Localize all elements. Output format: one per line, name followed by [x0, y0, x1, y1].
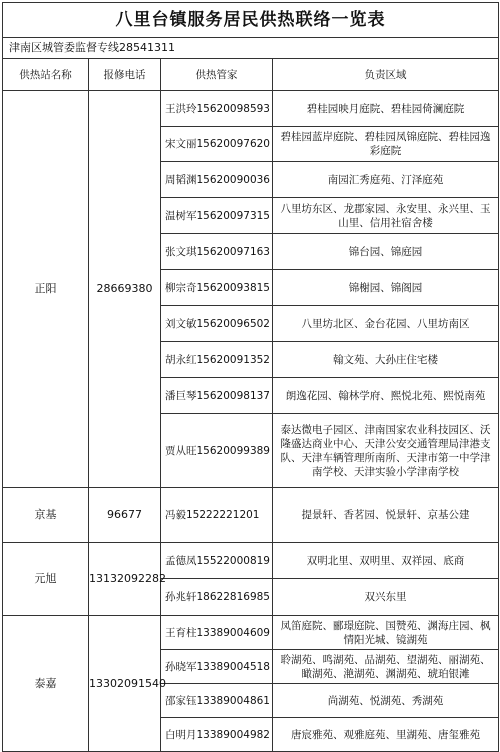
heating-manager: 贾从旺15620099389 [161, 414, 273, 488]
header-area: 负责区域 [273, 59, 499, 91]
heating-manager: 温树军15620097315 [161, 198, 273, 234]
service-area: 南园汇秀庭苑、汀泽庭苑 [273, 162, 499, 198]
header-row [3, 59, 499, 91]
heating-manager: 潘巨琴15620098137 [161, 378, 273, 414]
heating-manager: 张文琪15620097163 [161, 234, 273, 270]
service-area: 唐宸雅苑、观雅庭苑、里湖苑、唐玺雅苑 [273, 718, 499, 752]
heating-contact-sheet [2, 2, 498, 752]
heating-manager: 刘文敏15620096502 [161, 306, 273, 342]
repair-phone: 13132092282 [89, 543, 161, 616]
header-phone: 报修电话 [89, 59, 161, 91]
service-area: 提景轩、香茗园、悦景轩、京基公建 [273, 488, 499, 543]
table-row [3, 543, 499, 579]
table-row [3, 488, 499, 543]
service-area: 聆湖苑、鸣湖苑、品湖苑、望湖苑、丽湖苑、瞰湖苑、滟湖苑、渊湖苑、琥珀银滩 [273, 650, 499, 684]
service-area: 八里坊北区、金台花园、八里坊南区 [273, 306, 499, 342]
service-area: 八里坊东区、龙郡家园、永安里、永兴里、玉山里、信用社宿舍楼 [273, 198, 499, 234]
heating-contact-table [2, 2, 499, 752]
station-name: 正阳 [3, 91, 89, 488]
service-area: 双兴东里 [273, 579, 499, 616]
heating-manager: 宋文丽15620097620 [161, 127, 273, 162]
heating-manager: 冯毅15222221201 [161, 488, 273, 543]
heating-manager: 胡永红15620091352 [161, 342, 273, 378]
table-title: 八里台镇服务居民供热联络一览表 [3, 3, 499, 38]
service-area: 碧桂园蓝岸庭院、碧桂园凤锦庭院、碧桂园逸彩庭院 [273, 127, 499, 162]
service-area: 锦台园、锦庭园 [273, 234, 499, 270]
station-name: 元旭 [3, 543, 89, 616]
service-area: 泰达微电子园区、津南国家农业科技园区、沃隆盛达商业中心、天津公安交通管理局津港支队、天津车辆管理所南所、天津市第一中学津南学校、天津实验小学津南学校 [273, 414, 499, 488]
service-area: 锦榭园、锦阁园 [273, 270, 499, 306]
heating-manager: 王育柱13389004609 [161, 616, 273, 650]
heating-manager: 周韬渊15620090036 [161, 162, 273, 198]
header-station: 供热站名称 [3, 59, 89, 91]
table-row [3, 91, 499, 127]
table-row [3, 616, 499, 650]
service-area: 双明北里、双明里、双祥园、底商 [273, 543, 499, 579]
heating-manager: 孙晓军13389004518 [161, 650, 273, 684]
service-area: 朗逸花园、翰林学府、熙悦北苑、熙悦南苑 [273, 378, 499, 414]
service-area: 尚湖苑、悦湖苑、秀湖苑 [273, 684, 499, 718]
supervision-hotline: 津南区城管委监督专线28541311 [3, 38, 499, 59]
station-name: 京基 [3, 488, 89, 543]
repair-phone: 13302091540 [89, 616, 161, 752]
service-area: 翰文苑、大孙庄住宅楼 [273, 342, 499, 378]
heating-manager: 孙兆轩18622816985 [161, 579, 273, 616]
station-name: 泰嘉 [3, 616, 89, 752]
heating-manager: 孟德凤15522000819 [161, 543, 273, 579]
header-manager: 供热管家 [161, 59, 273, 91]
service-area: 碧桂园映月庭院、碧桂园倚澜庭院 [273, 91, 499, 127]
heating-manager: 白明月13389004982 [161, 718, 273, 752]
repair-phone: 28669380 [89, 91, 161, 488]
heating-manager: 王洪玲15620098593 [161, 91, 273, 127]
heating-manager: 柳宗奇15620093815 [161, 270, 273, 306]
service-area: 凤笛庭院、郦璟庭院、国赞苑、渊海庄园、枫情阳光城、镜湖苑 [273, 616, 499, 650]
repair-phone: 96677 [89, 488, 161, 543]
heating-manager: 邵家钰13389004861 [161, 684, 273, 718]
